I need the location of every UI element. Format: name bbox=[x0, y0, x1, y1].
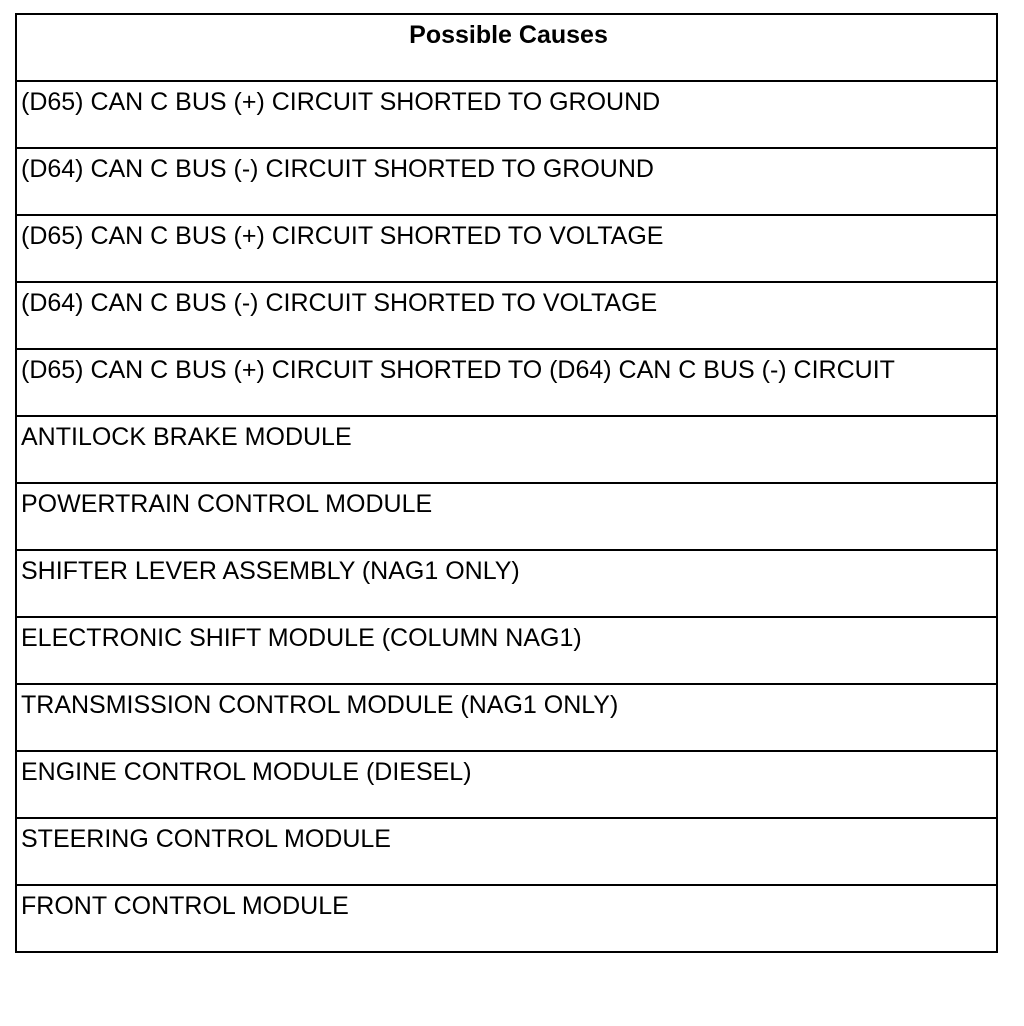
cause-cell: TRANSMISSION CONTROL MODULE (NAG1 ONLY) bbox=[16, 684, 997, 751]
table-row bbox=[16, 751, 997, 818]
table-row bbox=[16, 416, 997, 483]
cause-cell: ENGINE CONTROL MODULE (DIESEL) bbox=[16, 751, 997, 818]
table-row bbox=[16, 684, 997, 751]
cause-cell: STEERING CONTROL MODULE bbox=[16, 818, 997, 885]
table-row bbox=[16, 81, 997, 148]
cause-cell: SHIFTER LEVER ASSEMBLY (NAG1 ONLY) bbox=[16, 550, 997, 617]
cause-cell: ANTILOCK BRAKE MODULE bbox=[16, 416, 997, 483]
table-row bbox=[16, 215, 997, 282]
cause-cell: (D64) CAN C BUS (-) CIRCUIT SHORTED TO VOLTAGE bbox=[16, 282, 997, 349]
table-header-possible-causes: Possible Causes bbox=[16, 14, 997, 81]
cause-cell: FRONT CONTROL MODULE bbox=[16, 885, 997, 952]
table-row bbox=[16, 885, 997, 952]
table-row bbox=[16, 617, 997, 684]
table-row bbox=[16, 148, 997, 215]
table-row bbox=[16, 550, 997, 617]
cause-cell: ELECTRONIC SHIFT MODULE (COLUMN NAG1) bbox=[16, 617, 997, 684]
table-row bbox=[16, 349, 997, 416]
table-row bbox=[16, 282, 997, 349]
possible-causes-table bbox=[15, 13, 998, 953]
table-row bbox=[16, 818, 997, 885]
cause-cell: (D65) CAN C BUS (+) CIRCUIT SHORTED TO (D64) CAN C BUS (-) CIRCUIT bbox=[16, 349, 997, 416]
table-row bbox=[16, 483, 997, 550]
cause-cell: POWERTRAIN CONTROL MODULE bbox=[16, 483, 997, 550]
cause-cell: (D64) CAN C BUS (-) CIRCUIT SHORTED TO GROUND bbox=[16, 148, 997, 215]
table-header-row bbox=[16, 14, 997, 81]
cause-cell: (D65) CAN C BUS (+) CIRCUIT SHORTED TO GROUND bbox=[16, 81, 997, 148]
cause-cell: (D65) CAN C BUS (+) CIRCUIT SHORTED TO VOLTAGE bbox=[16, 215, 997, 282]
